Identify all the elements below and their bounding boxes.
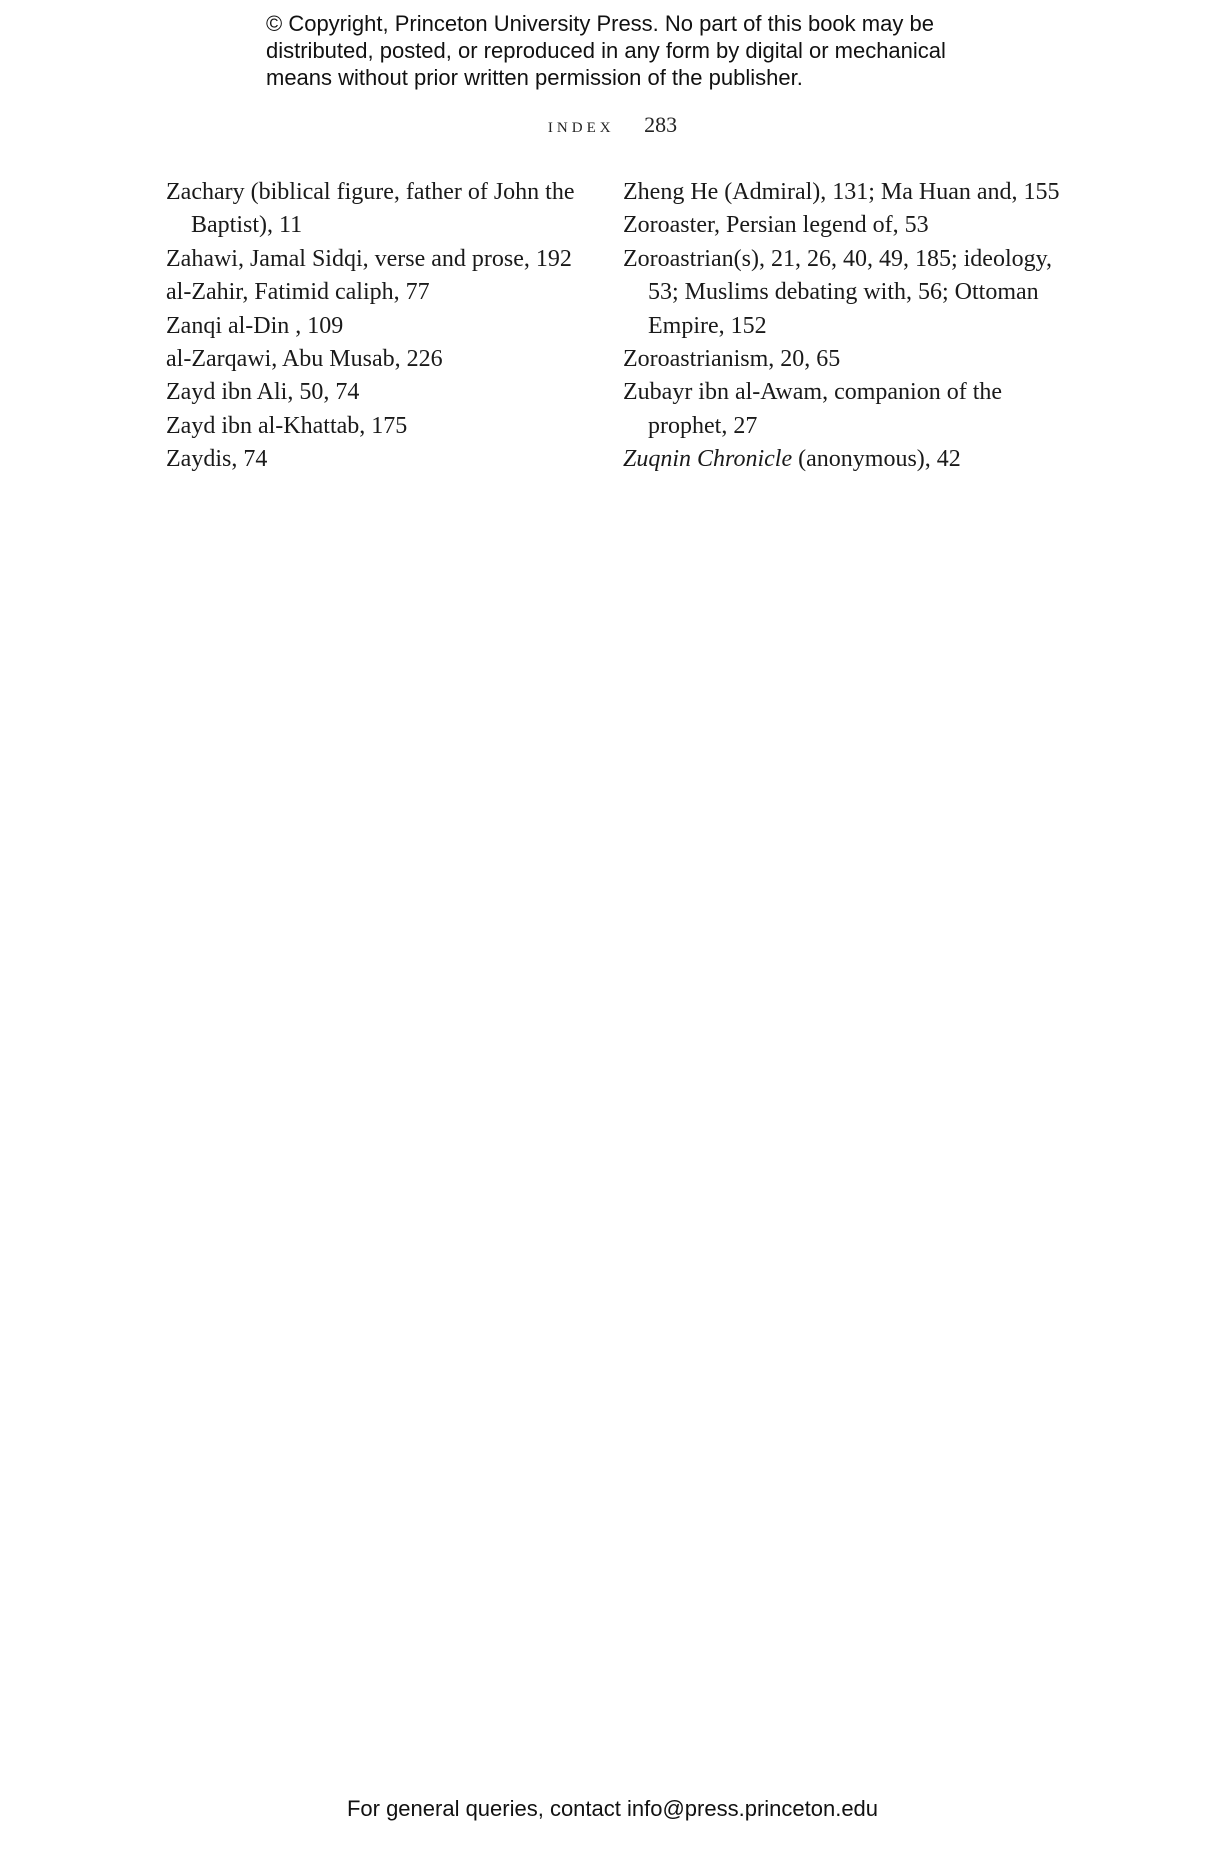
index-entry-rest: (anonymous), 42 (792, 446, 961, 473)
index-entry: Zayd ibn Ali, 50, 74 (166, 379, 360, 406)
copyright-line: means without prior written permission of the publisher. (266, 65, 803, 90)
copyright-notice (266, 10, 986, 91)
index-entry: al-Zarqawi, Abu Musab, 226 (166, 346, 443, 373)
index-entry: Zheng He (Admiral), 131; Ma Huan and, 155 (623, 179, 1060, 205)
index-entry: Zahawi, Jamal Sidqi, verse and prose, 192 (166, 245, 572, 272)
running-head-label: index (547, 112, 615, 137)
page-number: 283 (644, 112, 678, 137)
copyright-line: distributed, posted, or reproduced in any form by digital or mechanical (266, 38, 946, 63)
index-entry-title: Zuqnin Chronicle (623, 446, 793, 473)
index-entry: al-Zahir, Fatimid caliph, 77 (166, 279, 430, 306)
index-entry (623, 443, 1073, 476)
running-head (0, 112, 1225, 138)
copyright-line: © Copyright, Princeton University Press. No part of this book may be (266, 11, 934, 36)
index-entry: Zaydis, 74 (166, 446, 268, 473)
index-column-left (166, 176, 596, 477)
index-entry: Zanqi al-Din , 109 (166, 312, 344, 339)
index-entry: Zubayr ibn al-Awam, companion of the prophet, 27 (623, 379, 1003, 439)
index-entry: Zoroastrianism, 20, 65 (623, 346, 841, 373)
index-entry: Zachary (biblical figure, father of John the Baptist), 11 (166, 179, 575, 239)
index-entry: Zayd ibn al-Khattab, 175 (166, 412, 408, 439)
index-column-right (623, 176, 1073, 477)
index-entry: Zoroastrian(s), 21, 26, 40, 49, 185; ideology, 53; Muslims debating with, 56; Ottoman Empire, 152 (623, 245, 1053, 339)
index-entry: Zoroaster, Persian legend of, 53 (623, 212, 929, 239)
footer-contact: For general queries, contact info@press.princeton.edu (346, 1796, 879, 1821)
